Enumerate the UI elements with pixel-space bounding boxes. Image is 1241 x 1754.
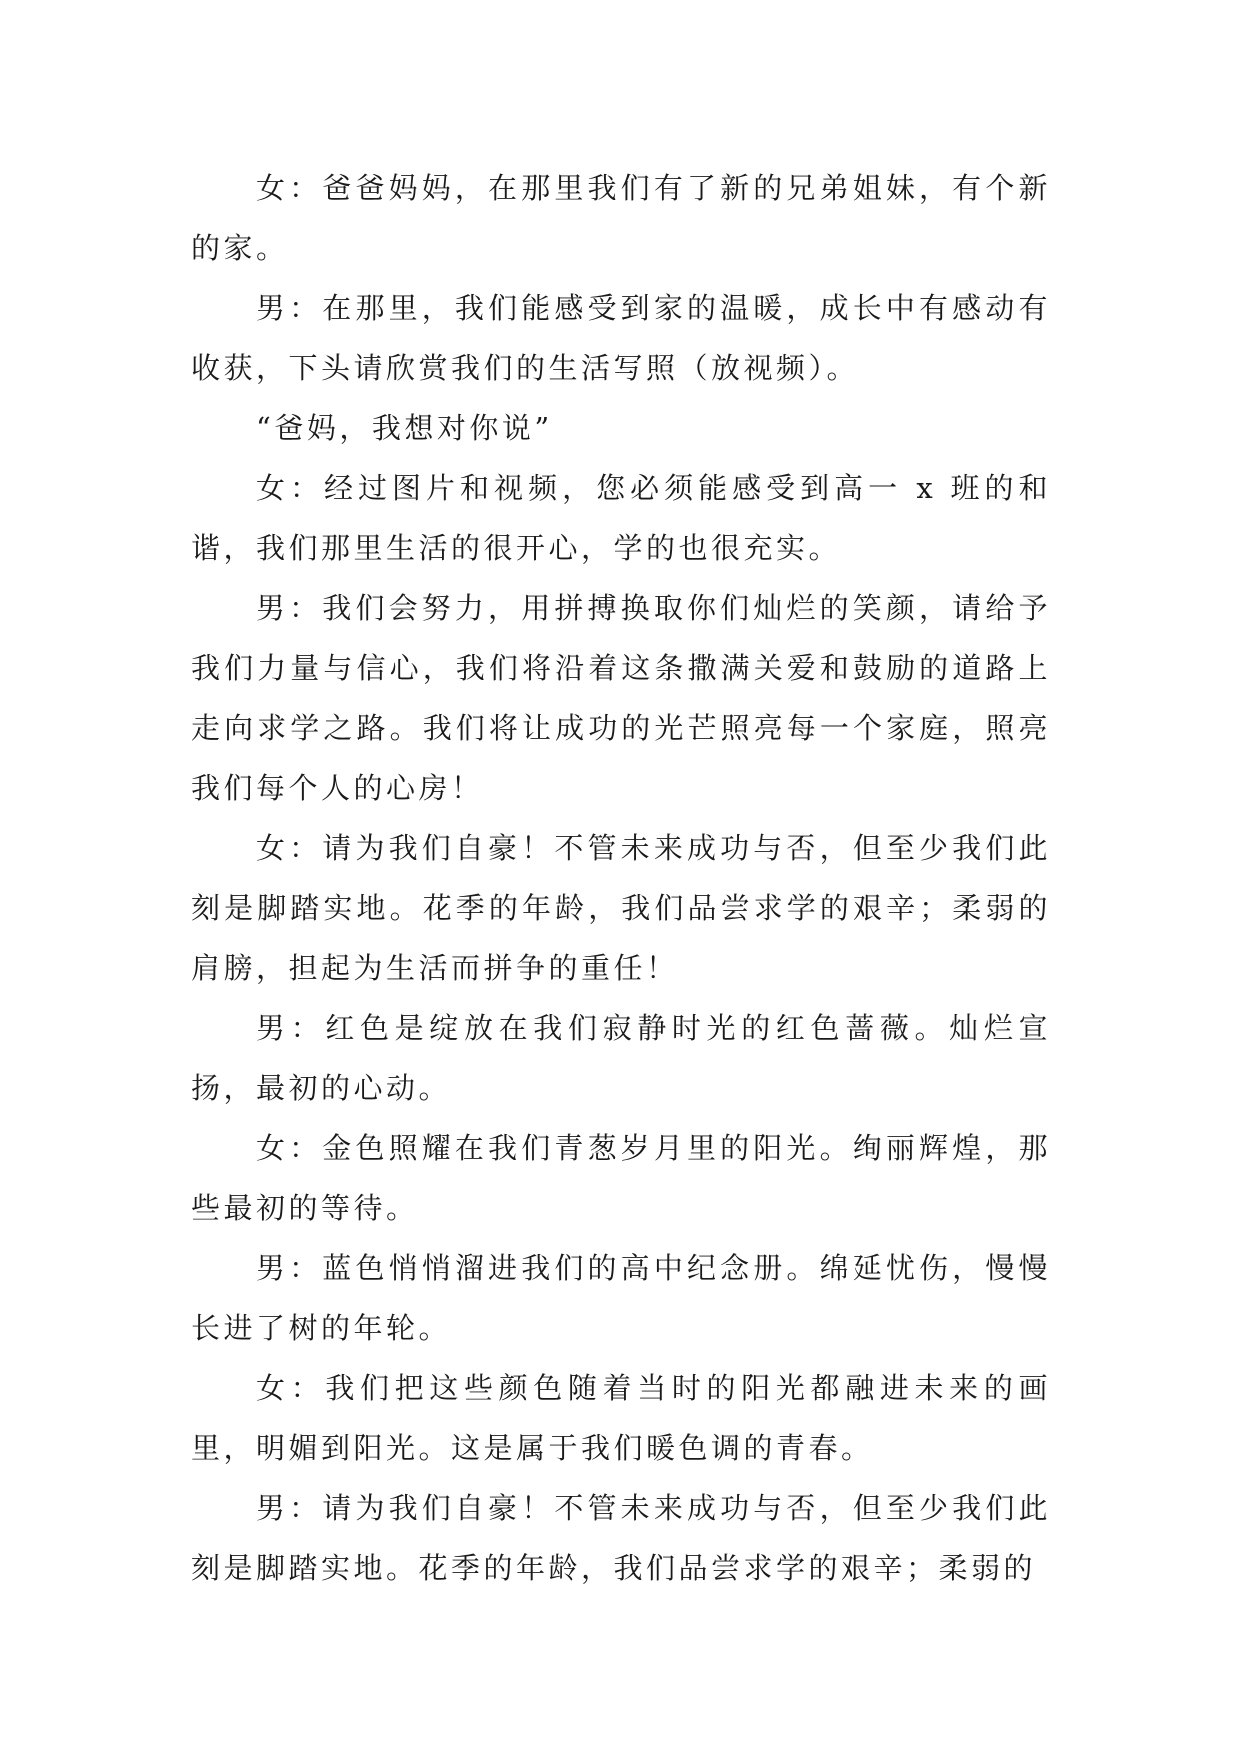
dialogue-paragraph: 男：在那里，我们能感受到家的温暖，成长中有感动有收获，下头请欣赏我们的生活写照（放视频）。 [191,291,1051,385]
dialogue-paragraph: 男：红色是绽放在我们寂静时光的红色蔷薇。灿烂宣扬，最初的心动。 [191,1011,1051,1105]
dialogue-paragraph: 女：金色照耀在我们青葱岁月里的阳光。绚丽辉煌，那些最初的等待。 [191,1131,1051,1225]
document-body [191,158,1051,1598]
dialogue-paragraph: 男：蓝色悄悄溜进我们的高中纪念册。绵延忧伤，慢慢长进了树的年轮。 [191,1251,1051,1345]
dialogue-paragraph: 男：我们会努力，用拼搏换取你们灿烂的笑颜，请给予我们力量与信心，我们将沿着这条撒满关爱和鼓励的道路上走向求学之路。我们将让成功的光芒照亮每一个家庭，照亮我们每个人的心房！ [191,591,1051,805]
dialogue-paragraph: 女：爸爸妈妈，在那里我们有了新的兄弟姐妹，有个新的家。 [191,171,1051,265]
dialogue-paragraph: 女：我们把这些颜色随着当时的阳光都融进未来的画里，明媚到阳光。这是属于我们暖色调的青春。 [191,1371,1051,1465]
dialogue-paragraph: 女：经过图片和视频，您必须能感受到高一 x 班的和谐，我们那里生活的很开心，学的也很充实。 [191,471,1051,565]
dialogue-paragraph: 男：请为我们自豪！不管未来成功与否，但至少我们此刻是脚踏实地。花季的年龄，我们品尝求学的艰辛；柔弱的 [191,1491,1051,1585]
section-heading: “爸妈，我想对你说” [256,411,553,445]
dialogue-paragraph: 女：请为我们自豪！不管未来成功与否，但至少我们此刻是脚踏实地。花季的年龄，我们品尝求学的艰辛；柔弱的肩膀，担起为生活而拼争的重任！ [191,831,1051,985]
